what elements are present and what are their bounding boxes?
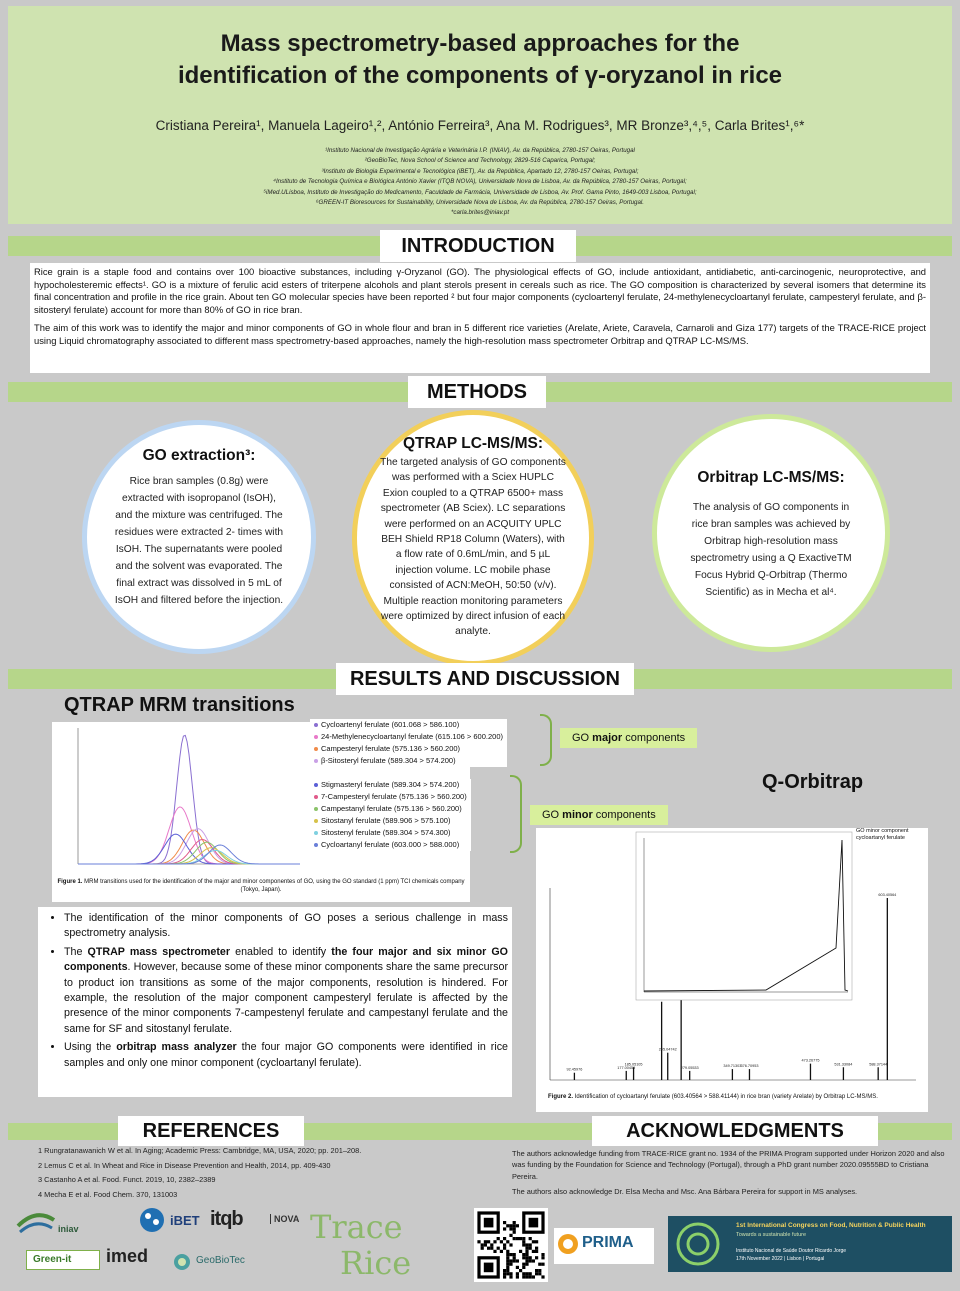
qr-module <box>497 1247 500 1250</box>
legend-label: Cycloartenyl ferulate (601.068 > 586.100) <box>321 720 460 729</box>
bullet-text: enabled to identify <box>230 945 332 958</box>
qr-module <box>538 1269 541 1272</box>
qr-module <box>538 1263 541 1266</box>
tag-prefix: GO <box>542 809 563 821</box>
qr-module <box>525 1256 528 1259</box>
qr-module <box>490 1243 493 1246</box>
bullet-text: The <box>64 945 88 958</box>
qr-module <box>506 1263 509 1266</box>
go-extraction-circle <box>82 420 316 654</box>
legend-marker <box>314 783 318 787</box>
figure1-caption-text: MRM transitions used for the identification of the major and minor componentes of GO, using the GO standard (1 ppm) TCI chemicals company (Tokyo, Japan). <box>82 879 465 893</box>
reference-item: 3 Castanho A et al. Food. Funct. 2019, 10, 2382–2389 <box>38 1175 216 1185</box>
qr-module <box>503 1237 506 1240</box>
bullet-bold: QTRAP mass spectrometer <box>87 945 231 958</box>
qr-module <box>484 1240 487 1243</box>
qr-module <box>509 1227 512 1230</box>
legend-marker <box>314 807 318 811</box>
qtrap-mrm-heading: QTRAP MRM transitions <box>64 694 295 716</box>
qr-module <box>541 1256 544 1259</box>
orbitrap-body: The analysis of GO components in rice bran samples was achieved by Orbitrap high-resolution mass spectrometry using a Q ExactiveTM Focus Hybrid Q-Orbitrap (Thermo Scientific) as in Mecha et al⁴. <box>690 502 852 598</box>
legend-label: Campesteryl ferulate (575.136 > 560.200) <box>321 744 461 753</box>
qr-module <box>506 1224 509 1227</box>
legend-label: Sitostenyl ferulate (589.304 > 574.300) <box>321 828 451 837</box>
qr-module <box>497 1237 500 1240</box>
figure2-spectrum <box>536 828 928 1092</box>
legend-marker <box>314 819 318 823</box>
trace-rice-logo <box>310 1208 460 1284</box>
bullet-text: . However, because some of these minor components share the same precursor to product ion transitions as some of the major components, resolution is hindered. For example, the resolution of the major component campesteryl ferulate is affected by the presence of the minor components 7-campestenyl ferulate and campestanyl ferulate and the same for SF and sitostanyl ferulate. <box>64 961 508 1035</box>
iniav-mark-icon <box>16 1206 56 1236</box>
qr-module <box>525 1272 528 1275</box>
qr-module <box>500 1250 503 1253</box>
tag-bold: major <box>592 732 623 744</box>
affiliation: ¹Instituto Nacional de Investigação Agrária e Veterinária I.P. (INIAV), Av. da República, 2780-157 Oeiras, Portugal <box>325 147 635 154</box>
affiliation: ⁶GREEN-IT Bioresources for Sustainability, Universidade Nova de Lisboa, Av. da República, 2780-157 Oeiras, Portugal. <box>315 199 645 207</box>
qr-module <box>516 1275 519 1278</box>
go-minor-tag <box>530 805 668 825</box>
intro-heading: INTRODUCTION <box>380 230 576 262</box>
intro-paragraph-2: The aim of this work was to identify the major and minor components of GO in whole flour and bran in 5 different rice varieties (Arelate, Ariete, Caravela, Carnaroli and Giza 177) targets of the TRACE-RICE project using Liquid chromatography associated to different mass spectrometry-based approaches, namely the high-resolution mass spectrometer Orbitrap and QTRAP LC-MS/MS. <box>34 321 926 346</box>
qr-module <box>503 1247 506 1250</box>
peak-label: 349.71303 <box>723 1064 742 1069</box>
major-bracket <box>540 714 552 766</box>
results-heading: RESULTS AND DISCUSSION <box>336 663 634 695</box>
imed-logo <box>106 1246 170 1280</box>
qr-module <box>538 1272 541 1275</box>
prima-text: PRIMA <box>582 1234 634 1251</box>
qtrap-title: QTRAP LC-MS/MS: <box>402 435 544 452</box>
rice-text: Rice <box>340 1244 412 1282</box>
affiliation: ⁵iMed.ULisboa, Instituto de Investigação do Medicamento, Faculdade de Farmácia, Universidade de Lisboa, Av. Prof. Gama Pinto, 1649-003 Lisboa, Portugal; <box>263 188 697 196</box>
qr-module <box>522 1237 525 1240</box>
qr-module <box>535 1247 538 1250</box>
inset-frame <box>636 832 852 1000</box>
trace-text: Trace <box>310 1208 403 1246</box>
qr-module <box>529 1272 532 1275</box>
iniav-logo <box>16 1206 132 1236</box>
qr-module <box>522 1266 525 1269</box>
congress-date: 17th November 2022 | Lisbon | Portugal <box>736 1256 825 1262</box>
figure1-caption <box>54 878 468 894</box>
series-line <box>78 830 300 864</box>
qr-module <box>516 1266 519 1269</box>
qr-module <box>532 1240 535 1243</box>
qr-module <box>519 1269 522 1272</box>
qr-module <box>477 1240 480 1243</box>
title-line-2: identification of the components of γ-oryzanol in rice <box>177 62 783 89</box>
qr-module <box>490 1247 493 1250</box>
qr-module <box>532 1259 535 1262</box>
itqb-text: itqb <box>210 1208 243 1230</box>
extraction-body: Rice bran samples (0.8g) were extracted with isopropanol (IsOH), and the mixture was centrifuged. The residues were extracted 2- times with IsOH. The supernatants were pooled and the solvent was evaporated. The final extract was dissolved in 5 mL of IsOH and filtered before the injection. <box>114 476 284 606</box>
qr-module <box>487 1247 490 1250</box>
series-line <box>78 842 300 864</box>
legend-label: Cycloartanyl ferulate (603.000 > 588.000) <box>321 840 460 849</box>
legend-marker <box>314 795 318 799</box>
tag-bold: minor <box>562 809 593 821</box>
congress-title: 1st International Congress on Food, Nutrition & Public Health <box>736 1222 926 1229</box>
series-line <box>78 845 300 864</box>
qr-finder-core <box>484 1263 494 1273</box>
congress-subtitle: Towards a sustainable future <box>736 1232 807 1238</box>
tag-suffix: components <box>592 809 656 821</box>
tag-suffix: components <box>622 732 686 744</box>
minor-bracket <box>510 775 522 853</box>
q-orbitrap-heading: Q-Orbitrap <box>762 771 864 793</box>
reference-item: 1 Rungratanawanich W et al. In Aging; Academic Press: Cambridge, MA, USA, 2020; pp. 201–208. <box>38 1146 362 1155</box>
bullet-text: Using the <box>64 1041 117 1054</box>
affiliation: ²GeoBioTec, Nova School of Science and Technology, 2829-516 Caparica, Portugal; <box>364 157 596 165</box>
prima-logo <box>554 1228 654 1264</box>
affiliation: ³Instituto de Biologia Experimental e Tecnológica (iBET), Av. da República, Apartado 12, 2780-157 Oeiras, Portugal; <box>321 167 639 175</box>
qr-module <box>541 1275 544 1278</box>
qr-module <box>481 1247 484 1250</box>
qr-module <box>513 1224 516 1227</box>
qr-module <box>509 1259 512 1262</box>
legend-marker <box>314 843 318 847</box>
qr-module <box>516 1259 519 1262</box>
qr-module <box>522 1272 525 1275</box>
qr-module <box>503 1269 506 1272</box>
ack-paragraph-2: The authors also acknowledge Dr. Elsa Mecha and Msc. Ana Bárbara Pereira for support in MS analyses. <box>512 1187 858 1197</box>
legend-marker <box>314 723 318 727</box>
qr-module <box>522 1275 525 1278</box>
legend-marker <box>314 735 318 739</box>
ack-paragraph-1: The authors acknowledge funding from TRACE-RICE grant no. 1934 of the PRIMA Program supported under Horizon 2020 and also was funding by the Foundation for Science and Technology (Portugal), through a PhD grant number 2020.09555BD to Cristiana Pereira. <box>512 1149 945 1181</box>
affiliation-email: *carla.brites@iniav.pt <box>450 209 510 217</box>
qr-module <box>506 1259 509 1262</box>
qr-module <box>503 1243 506 1246</box>
methods-heading: METHODS <box>408 376 546 408</box>
figure2-caption-label: Figure 2. <box>548 1094 574 1100</box>
acknowledgments-text <box>512 1148 946 1198</box>
qr-module <box>535 1256 538 1259</box>
itqb-logo <box>210 1208 306 1236</box>
qr-module <box>513 1259 516 1262</box>
qr-module <box>522 1263 525 1266</box>
poster-title <box>8 28 952 92</box>
acknowledgments-heading: ACKNOWLEDGMENTS <box>592 1116 878 1146</box>
qr-module <box>506 1272 509 1275</box>
legend-label: Campestanyl ferulate (575.136 > 560.200) <box>321 804 462 813</box>
qr-module <box>506 1266 509 1269</box>
qr-module <box>525 1259 528 1262</box>
prima-sun-icon <box>556 1232 580 1256</box>
qr-module <box>516 1272 519 1275</box>
references-heading: REFERENCES <box>118 1116 304 1146</box>
imed-text: imed <box>106 1246 149 1266</box>
qr-module <box>535 1250 538 1253</box>
bullet-text: the four major GO components were identified in rice samples and only one minor component (cycloartanyl ferulate). <box>64 1041 508 1069</box>
qr-module <box>529 1247 532 1250</box>
qr-module <box>532 1275 535 1278</box>
qr-module <box>522 1240 525 1243</box>
qr-module <box>516 1237 519 1240</box>
qr-module <box>487 1240 490 1243</box>
geobiotec-globe-icon <box>172 1252 192 1272</box>
peak-label: 603.40564 <box>878 893 897 897</box>
qr-module <box>522 1256 525 1259</box>
inset-label-line-2: cycloartanyl ferulate <box>856 835 905 841</box>
qr-module <box>506 1256 509 1259</box>
qr-module <box>509 1275 512 1278</box>
qr-module <box>525 1253 528 1256</box>
peak-label: 245.04742 <box>658 1047 677 1052</box>
legend-item <box>314 839 467 851</box>
qr-module <box>525 1275 528 1278</box>
legend-item <box>314 827 467 839</box>
qr-module <box>509 1253 512 1256</box>
qr-module <box>535 1240 538 1243</box>
qr-module <box>506 1253 509 1256</box>
qr-module <box>535 1269 538 1272</box>
figure2-caption-text: Identification of cycloartanyl ferulate (603.40564 > 588.41144) in rice bran (variety Arelate) by Orbitrap LC-MS/MS. <box>573 1094 878 1100</box>
legend-marker <box>314 747 318 751</box>
affiliation: ⁴Instituto de Tecnologia Química e Biológica António Xavier (ITQB NOVA), Universidade Nova de Lisboa, Av. da República, 2780-157 Oeiras, Portugal; <box>273 178 687 186</box>
qr-module <box>506 1250 509 1253</box>
congress-spiral-icon <box>674 1220 722 1268</box>
peak-label: 531.33084 <box>834 1062 853 1067</box>
figure2-panel <box>536 828 928 1112</box>
series-line <box>78 735 300 864</box>
qr-module <box>509 1263 512 1266</box>
qr-module <box>535 1272 538 1275</box>
legend-item <box>314 791 467 803</box>
ibet-globe-icon <box>138 1206 166 1234</box>
qr-module <box>503 1227 506 1230</box>
qr-module <box>532 1250 535 1253</box>
reference-item: 2 Lemus C et al. In Wheat and Rice in Disease Prevention and Health, 2014, pp. 409-430 <box>38 1160 331 1170</box>
qr-code[interactable] <box>474 1208 548 1282</box>
legend-item <box>314 779 467 791</box>
peak-label: 588.37144 <box>869 1062 888 1067</box>
geobiotec-text: GeoBioTec <box>196 1255 245 1266</box>
bullet-bold: the four major and six minor GO components <box>64 945 508 974</box>
tag-prefix: GO <box>572 732 593 744</box>
figure1-caption-label: Figure 1. <box>57 879 83 885</box>
peak-label: 185.05105 <box>624 1062 643 1067</box>
geobiotec-logo <box>172 1252 292 1278</box>
qr-module <box>481 1243 484 1246</box>
qr-module <box>484 1243 487 1246</box>
nova-text: NOVA <box>270 1214 299 1224</box>
congress-host: Instituto Nacional de Saúde Doutor Ricardo Jorge <box>736 1248 847 1254</box>
intro-text <box>30 263 930 373</box>
legend-item <box>314 755 503 767</box>
iniav-text: iniav <box>58 1224 79 1234</box>
references-list <box>38 1144 468 1202</box>
qr-module <box>509 1272 512 1275</box>
qr-module <box>506 1240 509 1243</box>
qr-module <box>503 1272 506 1275</box>
qr-module <box>503 1275 506 1278</box>
qr-module <box>541 1253 544 1256</box>
greenit-text: Green-it <box>33 1254 72 1265</box>
qr-module <box>516 1224 519 1227</box>
qr-code-icon <box>474 1208 548 1282</box>
authors: Cristiana Pereira¹, Manuela Lageiro¹,², António Ferreira³, Ana M. Rodrigues³, MR Bronze³,⁴,⁵, Carla Brites¹,⁶* <box>155 118 805 133</box>
figure1-chromatogram <box>54 724 304 874</box>
qr-module <box>529 1237 532 1240</box>
qr-module <box>500 1240 503 1243</box>
qr-module <box>525 1243 528 1246</box>
legend-marker <box>314 759 318 763</box>
qr-module <box>525 1250 528 1253</box>
legend-label: Sitostanyl ferulate (589.906 > 575.100) <box>321 816 451 825</box>
qr-finder-core <box>529 1218 539 1228</box>
inset-label <box>856 828 928 842</box>
ibet-logo <box>138 1206 204 1236</box>
qr-module <box>509 1243 512 1246</box>
legend-item <box>314 815 467 827</box>
peak-label: 177.00459 <box>617 1065 636 1070</box>
peak-label: 473.26775 <box>801 1058 820 1063</box>
greenit-logo <box>26 1250 100 1270</box>
qr-module <box>493 1250 496 1253</box>
qr-module <box>509 1234 512 1237</box>
bullet-text: The identification of the minor components of GO poses a serious challenge in mass spectrometry analysis. <box>64 912 508 940</box>
qr-module <box>493 1240 496 1243</box>
qr-module <box>513 1237 516 1240</box>
qr-module <box>519 1250 522 1253</box>
qr-module <box>525 1263 528 1266</box>
qr-module <box>529 1256 532 1259</box>
qr-module <box>529 1259 532 1262</box>
bullet-item <box>64 945 508 1037</box>
orbitrap-title: Orbitrap LC-MS/MS: <box>697 469 845 486</box>
results-bullets <box>38 907 512 1097</box>
minor-legend <box>310 779 471 851</box>
qr-module <box>541 1263 544 1266</box>
legend-label: Stigmasteryl ferulate (589.304 > 574.200) <box>321 780 460 789</box>
series-line <box>78 829 300 864</box>
legend-item <box>314 719 503 731</box>
ibet-text: iBET <box>170 1213 200 1228</box>
qr-module <box>519 1237 522 1240</box>
intro-paragraph-1: Rice grain is a staple food and contains over 100 bioactive substances, including γ-Oryzanol (GO). The physiological effects of GO, include antioxidant, antidiabetic, anti-carcinogenic, neuroprotective, and hypocholesteremic effects¹. GO is a mixture of ferulic acid esters of triterpene alcohols and plant sterols present in cereals such as rice. The GO composition is characterized by several isomers that determine its final concentration and profile in the rice grain. About ten GO molecular species have been reported ² but four major components (cycloartenyl ferulate, 24-methylenecycloartanyl ferulate, campesteryl ferulate, and β-sitosteryl ferulate) account for more than 80% of GO in rice bran. <box>34 266 926 316</box>
qr-module <box>529 1243 532 1246</box>
legend-label: 24-Methylenecycloartanyl ferulate (615.106 > 600.200) <box>321 732 503 741</box>
affiliations <box>8 146 952 219</box>
series-line <box>78 807 300 864</box>
qr-module <box>529 1275 532 1278</box>
qr-module <box>509 1224 512 1227</box>
series-line <box>78 840 300 865</box>
bullet-bold: orbitrap mass analyzer <box>116 1041 237 1054</box>
inset-label-line-1: GO minor component <box>856 828 909 834</box>
orbitrap-circle <box>652 414 890 652</box>
peak-label: 279.05533 <box>680 1065 699 1070</box>
qr-module <box>525 1247 528 1250</box>
bullet-item <box>64 1040 508 1071</box>
go-major-tag <box>560 728 697 748</box>
qr-module <box>522 1253 525 1256</box>
reference-item: 4 Mecha E et al. Food Chem. 370, 131003 <box>38 1189 178 1199</box>
bullet-list <box>38 911 508 1071</box>
qr-module <box>503 1221 506 1224</box>
legend-label: 7-Campesteryl ferulate (575.136 > 560.200) <box>321 792 467 801</box>
peak-label: 376.70953 <box>740 1064 759 1069</box>
major-legend <box>310 719 507 767</box>
qr-module <box>506 1269 509 1272</box>
peak-label: 92.45976 <box>566 1067 583 1072</box>
bullet-item <box>64 911 508 942</box>
legend-item <box>314 803 467 815</box>
legend-item <box>314 731 503 743</box>
qr-module <box>513 1231 516 1234</box>
qr-module <box>522 1243 525 1246</box>
extraction-title: GO extraction³: <box>142 447 256 464</box>
legend-item <box>314 743 503 755</box>
figure2-caption <box>548 1093 918 1101</box>
qr-module <box>513 1221 516 1224</box>
qr-module <box>513 1227 516 1230</box>
qr-module <box>513 1256 516 1259</box>
header <box>8 6 952 224</box>
title-line-1: Mass spectrometry-based approaches for the <box>220 30 740 57</box>
congress-banner <box>668 1216 952 1272</box>
qtrap-body: The targeted analysis of GO components was performed with a Sciex HUPLC Exion coupled to a QTRAP 6500+ mass spectrometer (AB Sciex). LC separations were performed on an ACQUITY UPLC BEH Shield RP18 Column (Waters), with a flow rate of 0.6mL/min, and 5 µL injection volume. LC mobile phase consisted of ACN:MeOH, 50:50 (v/v). Multiple reaction monitoring parameters were optimized by direct infusion of each analyte. <box>380 457 566 638</box>
qr-module <box>513 1253 516 1256</box>
legend-marker <box>314 831 318 835</box>
legend-label: β-Sitosteryl ferulate (589.304 > 574.200) <box>321 756 456 765</box>
qr-finder-core <box>484 1218 494 1228</box>
qtrap-circle <box>352 410 594 666</box>
